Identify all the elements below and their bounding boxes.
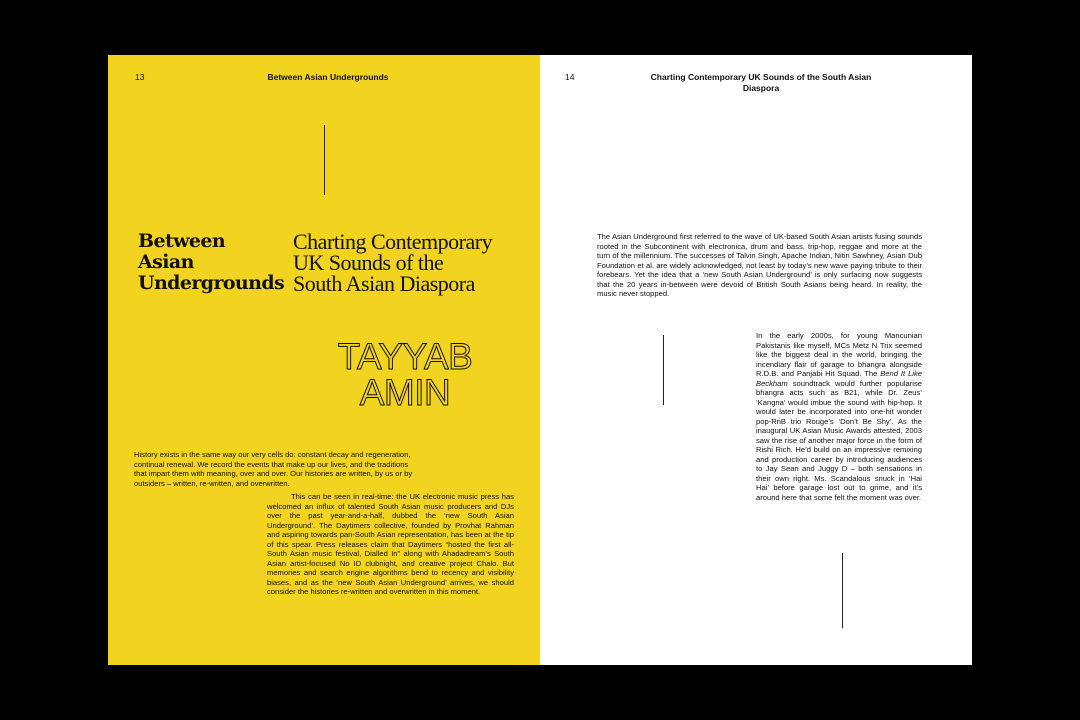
- paragraph-text: soundtrack would further popularise bhangra acts such as B21, while Dr. Zeus’ ‘Kangna’ would imbue the sound with hip-hop. It would later be incorporated into one-hit wonder pop-RnB trio Rouge’s ‘Don’t Be Shy’. As the inaugural UK Asian Music Awards attested, 2003 saw the rise of another major force in the form of Rishi Rich. He’d build on an impressive remixing and production career by introducing audiences to Jay Sean and Juggy D – both sensations in their own right. Ms. Scandalous snuck in ‘Hai Hai’ before garage lost out to grime, and it’s around here that some felt the moment was over.: [756, 378, 922, 502]
- paragraph-text: In the early 2000s, for young Mancunian Pakistanis like myself, MCs Metz N Trix seemed like the biggest deal in the world, bringing the incendiary flair of garage to bhangra alongside R.D.B. and Panjabi Hit Squad. The: [756, 331, 922, 378]
- body-paragraph: This can be seen in real-time: the UK electronic music press has welcomed an influx of talented South Asian music producers and DJs over the past year-and-a-half, dubbed the ‘new South Asian Underground’. The Daytimers collective, founded by Provhat Rahman and aspiring towards pan-South Asian representation, has been at the tip of this spear. Press releases claim that Daytimers “hosted the first all-South Asian music festival, Dialled In” along with Ahadadream’s South Asian artist-focused No ID clubnight, and creative project Chalo. But memories and search engine algorithms bend to recency and visibility biases, and as the ‘new South Asian Underground’ arrives, we should consider the histories re-written and overwritten in this moment.: [267, 492, 514, 596]
- right-page: [540, 55, 972, 665]
- author-name: TAYYAB AMIN: [337, 336, 473, 413]
- vertical-rule: [663, 335, 664, 405]
- vertical-rule: [324, 125, 325, 195]
- page-number: 14: [565, 72, 575, 82]
- running-head: Between Asian Undergrounds: [267, 72, 389, 82]
- intro-paragraph: History exists in the same way our very cells do: constant decay and regeneration, continual renewal. We record the events that make up our lives, and the traditions that impart them with meaning, over and over. Our histories are written, by us or by outsiders – written, re-written, and overwritten.: [134, 450, 413, 488]
- body-paragraph-2: [756, 331, 922, 502]
- title-bold: Between Asian Undergrounds: [138, 230, 285, 294]
- title-subtitle: Charting Contemporary UK Sounds of the South Asian Diaspora: [293, 229, 493, 296]
- film-title: Bend It Like Beckham: [756, 369, 922, 388]
- running-head: Charting Contemporary UK Sounds of the South Asian Diaspora: [650, 72, 872, 93]
- page-number: 13: [135, 72, 145, 82]
- left-page: [108, 55, 540, 665]
- body-paragraph-1: The Asian Underground first referred to the wave of UK-based South Asian artists fusing sounds rooted in the Subcontinent with electronica, drum and bass, trip-hop, reggae and more at the turn of the millennium. The successes of Talvin Singh, Apache Indian, Nitin Sawhney, Asian Dub Foundation et al. are widely acknowledged, not least by today’s new wave paying tribute to their forebears. Yet the idea that a ‘new South Asian Underground’ is only surfacing now suggests that the 20 years in-between were devoid of British South Asians being heard. In reality, the music never stopped.: [597, 232, 922, 298]
- vertical-rule: [842, 553, 843, 628]
